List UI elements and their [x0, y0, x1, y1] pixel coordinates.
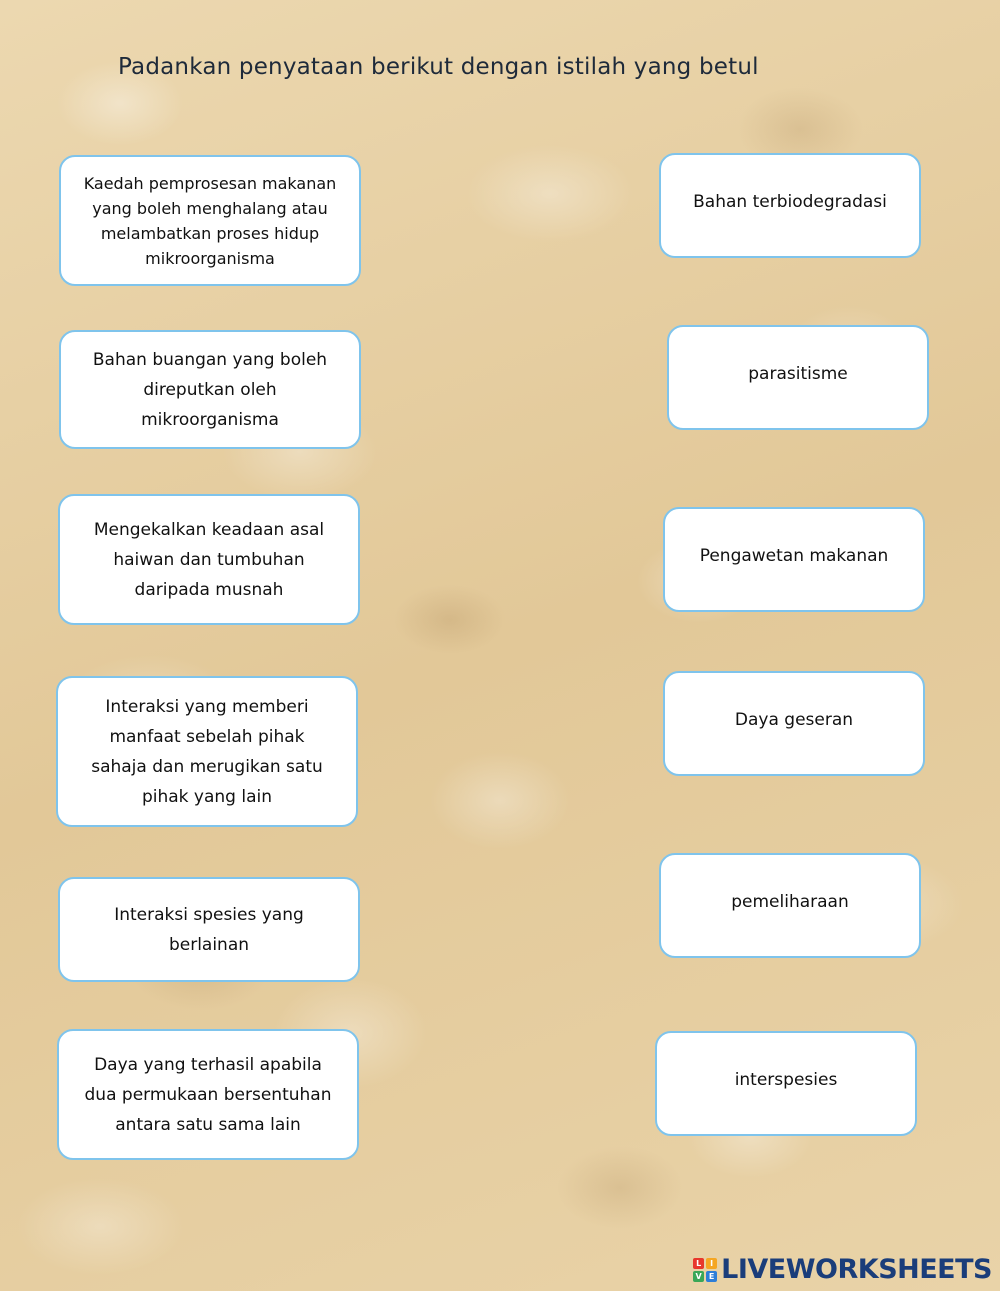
statement-line: Kaedah pemprosesan makanan — [83, 173, 337, 193]
statement-line: daripada musnah — [134, 579, 284, 600]
term-label: Pengawetan makanan — [699, 546, 889, 566]
statement-line: Daya yang terhasil apabila — [94, 1054, 322, 1075]
statement-line: antara satu sama lain — [115, 1114, 301, 1135]
statement-line: dua permukaan bersentuhan — [84, 1084, 332, 1105]
statement-line: Bahan buangan yang boleh — [92, 349, 328, 370]
statement-line: pihak yang lain — [141, 786, 273, 807]
statement-line: mikroorganisma — [141, 409, 279, 430]
term-card[interactable] — [667, 325, 929, 430]
logo-mark-cell: E — [706, 1271, 717, 1282]
term-label: Bahan terbiodegradasi — [693, 192, 887, 212]
statement-line: Mengekalkan keadaan asal — [93, 519, 325, 540]
statement-card[interactable] — [59, 155, 361, 286]
liveworksheets-logo — [693, 1254, 992, 1285]
statement-line: haiwan dan tumbuhan — [113, 549, 305, 570]
logo-text: LIVEWORKSHEETS — [721, 1254, 992, 1285]
statement-line: Interaksi yang memberi — [105, 696, 309, 717]
statement-line: direputkan oleh — [143, 379, 277, 400]
instruction-title: Padankan penyataan berikut dengan istilah yang betul — [118, 54, 759, 80]
statement-line: yang boleh menghalang atau — [92, 198, 328, 218]
term-card[interactable] — [659, 153, 921, 258]
term-label: parasitisme — [748, 364, 848, 384]
statement-card[interactable] — [56, 676, 358, 827]
statement-line: sahaja dan merugikan satu — [91, 756, 323, 777]
statement-card[interactable] — [58, 877, 360, 982]
statement-card[interactable] — [57, 1029, 359, 1160]
term-label: interspesies — [734, 1070, 838, 1090]
logo-mark-cell: I — [706, 1258, 717, 1269]
logo-mark-cell: L — [693, 1258, 704, 1269]
logo-mark-cell: V — [693, 1271, 704, 1282]
statement-line: Interaksi spesies yang — [114, 904, 304, 925]
statement-line: mikroorganisma — [145, 248, 275, 268]
term-label: Daya geseran — [734, 710, 854, 730]
statement-card[interactable] — [58, 494, 360, 625]
statement-card[interactable] — [59, 330, 361, 449]
liveworksheets-logo-icon — [693, 1258, 717, 1282]
statement-line: berlainan — [168, 934, 250, 955]
term-card[interactable] — [663, 671, 925, 776]
term-card[interactable] — [659, 853, 921, 958]
statement-line: manfaat sebelah pihak — [109, 726, 305, 747]
statement-line: melambatkan proses hidup — [100, 223, 320, 243]
term-card[interactable] — [663, 507, 925, 612]
term-label: pemeliharaan — [731, 892, 849, 912]
term-card[interactable] — [655, 1031, 917, 1136]
